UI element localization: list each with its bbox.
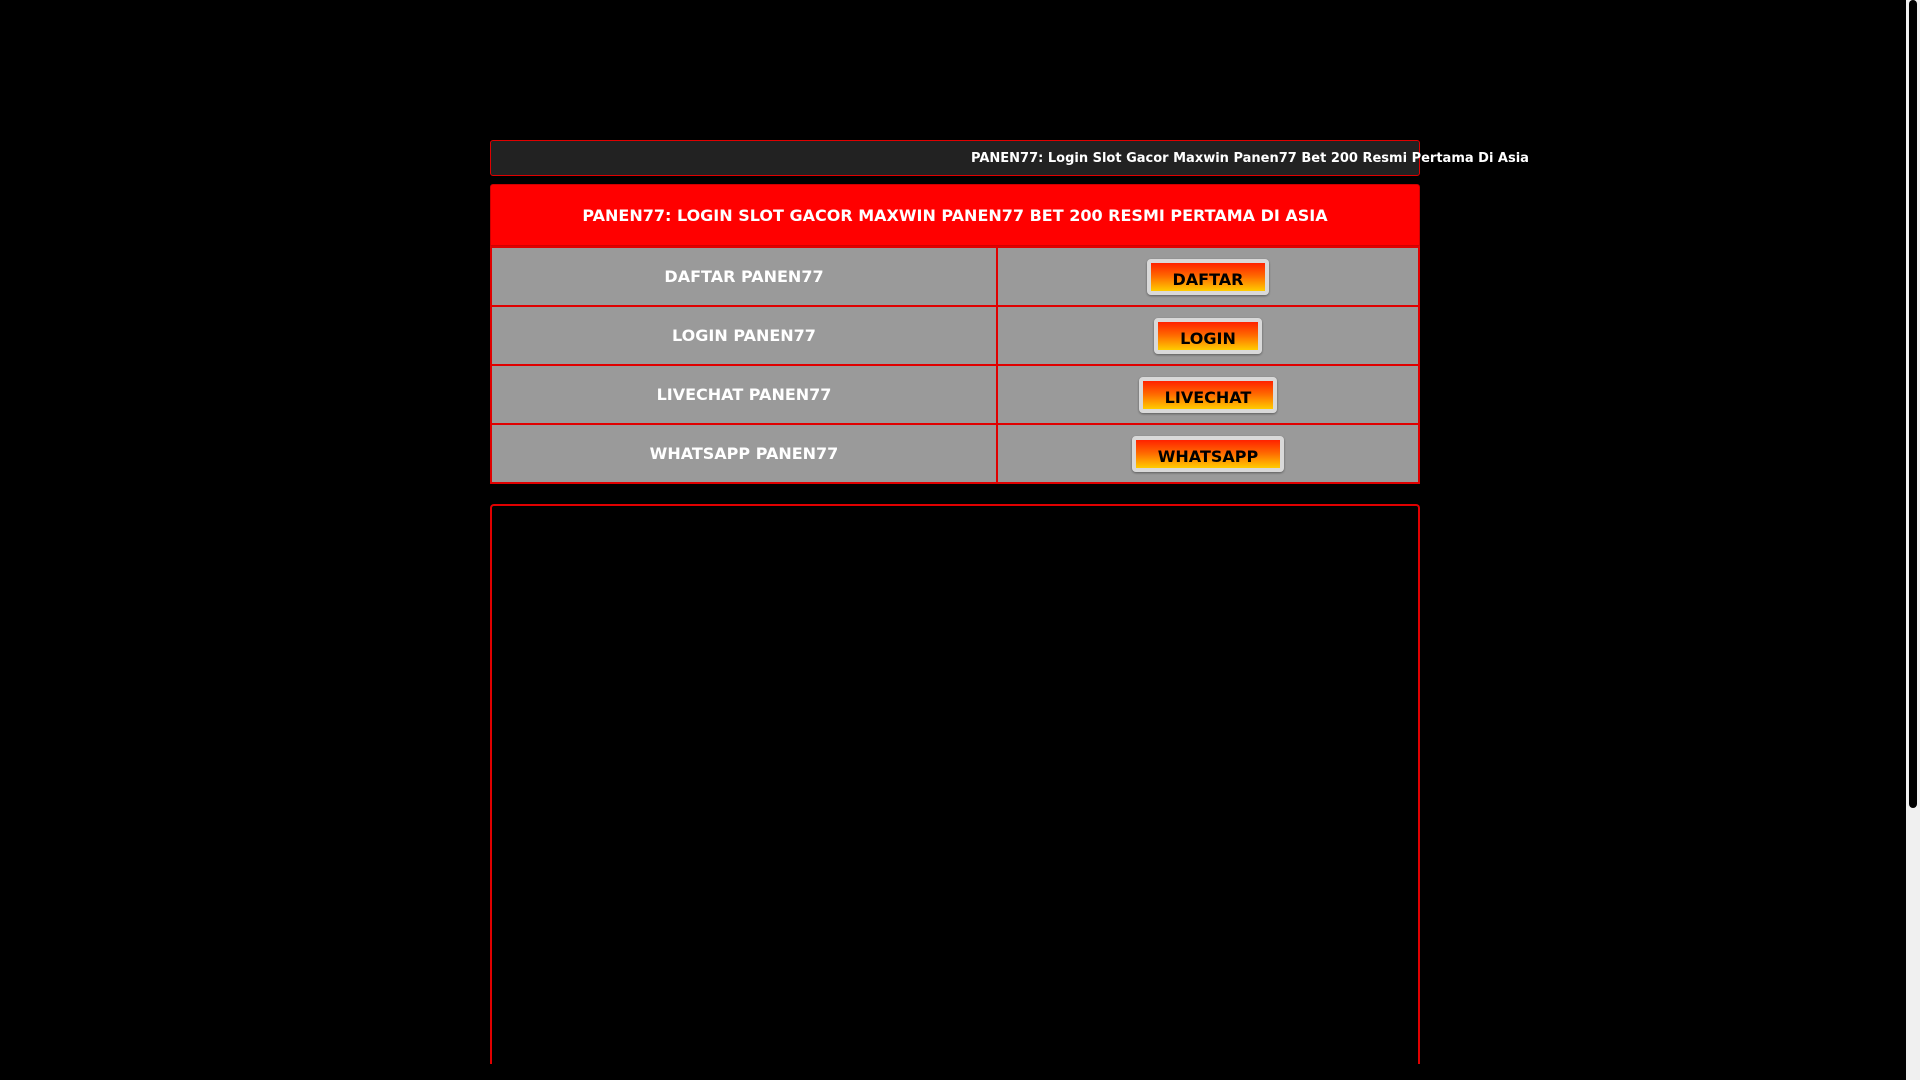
row-action-cell [997, 424, 1419, 483]
links-table [490, 246, 1420, 484]
table-row [491, 306, 1419, 365]
row-label-whatsapp: WHATSAPP PANEN77 [491, 424, 997, 483]
ticker-marquee [490, 140, 1529, 176]
row-label-login: LOGIN PANEN77 [491, 306, 997, 365]
scrollbar-thumb[interactable] [1909, 0, 1917, 808]
row-action-cell [997, 247, 1419, 306]
daftar-button[interactable]: DAFTAR [1147, 259, 1270, 295]
table-row [491, 247, 1419, 306]
content-panel [490, 504, 1420, 1064]
row-action-cell [997, 365, 1419, 424]
row-label-daftar: DAFTAR PANEN77 [491, 247, 997, 306]
table-row [491, 424, 1419, 483]
livechat-button[interactable]: LIVECHAT [1139, 377, 1278, 413]
row-label-livechat: LIVECHAT PANEN77 [491, 365, 997, 424]
row-action-cell [997, 306, 1419, 365]
page-title: PANEN77: LOGIN SLOT GACOR MAXWIN PANEN77 BET 200 RESMI PERTAMA DI ASIA [582, 205, 1328, 225]
page-title-banner [490, 184, 1420, 246]
page-scrollbar[interactable] [1906, 0, 1920, 1080]
main-container [490, 140, 1529, 1064]
whatsapp-button[interactable]: WHATSAPP [1132, 436, 1284, 472]
ticker-text: PANEN77: Login Slot Gacor Maxwin Panen77 Bet 200 Resmi Pertama Di Asia [971, 151, 1529, 166]
table-row [491, 365, 1419, 424]
login-button[interactable]: LOGIN [1154, 318, 1262, 354]
